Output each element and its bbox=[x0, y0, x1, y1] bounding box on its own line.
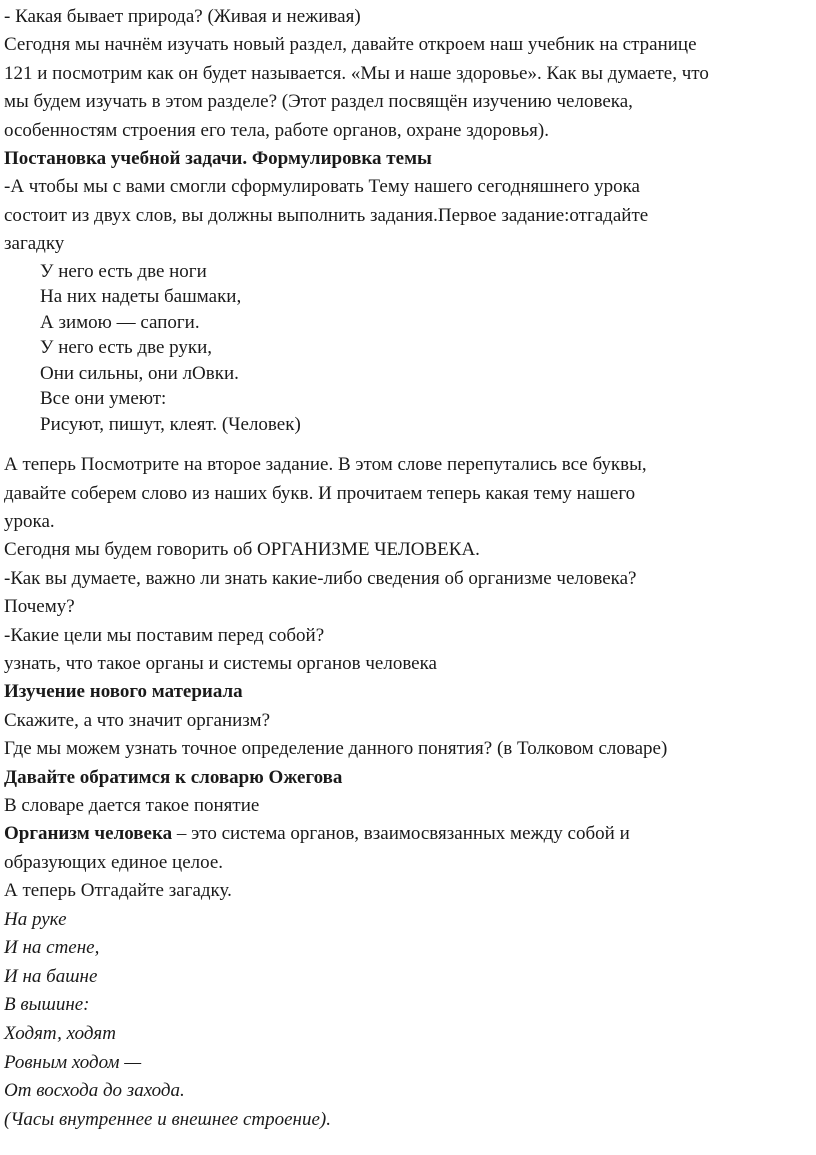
riddle-line: У него есть две ноги bbox=[40, 260, 207, 282]
riddle-two-line: Ходят, ходят bbox=[4, 1023, 116, 1045]
dictionary-line: В словаре дается такое понятие bbox=[4, 795, 260, 817]
study-line: Где мы можем узнать точное определение данного понятия? (в Толковом словаре) bbox=[4, 738, 668, 760]
body-line: Почему? bbox=[4, 596, 75, 618]
riddle-line: Все они умеют: bbox=[40, 388, 167, 410]
riddle-two-line: Ровным ходом — bbox=[4, 1051, 142, 1073]
intro-line: - Какая бывает природа? (Живая и неживая) bbox=[4, 6, 361, 27]
riddle-two-line: В вышине: bbox=[4, 994, 90, 1016]
definition-term: Организм человека bbox=[4, 823, 173, 845]
riddle-line: Рисуют, пишут, клеят. (Человек) bbox=[40, 413, 301, 435]
riddle-line: У него есть две руки, bbox=[40, 337, 213, 359]
riddle-two-line: От восхода до захода. bbox=[4, 1080, 185, 1102]
section-heading-dictionary: Давайте обратимся к словарю Ожегова bbox=[4, 766, 343, 788]
section-heading-task: Постановка учебной задачи. Формулировка темы bbox=[4, 148, 432, 170]
intro-line: Сегодня мы начнём изучать новый раздел, давайте откроем наш учебник на странице bbox=[4, 34, 697, 56]
intro-line: мы будем изучать в этом разделе? (Этот раздел посвящён изучению человека, bbox=[4, 91, 633, 113]
body-line: Сегодня мы будем говорить об ОРГАНИЗМЕ ЧЕЛОВЕКА. bbox=[4, 539, 480, 561]
riddle-two bbox=[4, 906, 816, 1135]
riddle-one bbox=[4, 259, 816, 438]
section-heading-study: Изучение нового материала bbox=[4, 681, 243, 703]
study-line: Скажите, а что значит организм? bbox=[4, 709, 270, 731]
intro-line: особенностям строения его тела, работе органов, охране здоровья). bbox=[4, 119, 549, 141]
riddle-two-line: И на башне bbox=[4, 965, 98, 987]
intro-line: 121 и посмотрим как он будет называется. «Мы и наше здоровье». Как вы думаете, что bbox=[4, 62, 709, 84]
body-line: -Как вы думаете, важно ли знать какие-либо сведения об организме человека? bbox=[4, 567, 637, 589]
body-line: давайте соберем слово из наших букв. И прочитаем теперь какая тему нашего bbox=[4, 482, 636, 504]
body-line: А теперь Посмотрите на второе задание. В этом слове перепутались все буквы, bbox=[4, 454, 647, 476]
riddle-line: А зимою — сапоги. bbox=[40, 311, 200, 333]
task-line: состоит из двух слов, вы должны выполнить задания.Первое задание:отгадайте bbox=[4, 204, 649, 226]
body-line: -Какие цели мы поставим перед собой? bbox=[4, 624, 325, 646]
paragraph-gap bbox=[4, 437, 816, 451]
definition-line bbox=[4, 820, 816, 848]
riddle-two-line: (Часы внутреннее и внешнее строение). bbox=[4, 1108, 331, 1130]
task-line: -А чтобы мы с вами смогли сформулировать Тему нашего сегодняшнего урока bbox=[4, 176, 640, 198]
riddle-line: На них надеты башмаки, bbox=[40, 286, 242, 308]
riddle-two-line: На руке bbox=[4, 908, 67, 930]
riddle-line: Они сильны, они лОвки. bbox=[40, 362, 239, 384]
definition-line-2: образующих единое целое. bbox=[4, 851, 224, 873]
task-line: загадку bbox=[4, 233, 65, 255]
riddle-two-intro: А теперь Отгадайте загадку. bbox=[4, 880, 232, 902]
riddle-two-line: И на стене, bbox=[4, 937, 100, 959]
body-line: узнать, что такое органы и системы органов человека bbox=[4, 653, 437, 674]
definition-rest: – это система органов, взаимосвязанных между собой и bbox=[172, 823, 630, 845]
body-line: урока. bbox=[4, 510, 55, 532]
